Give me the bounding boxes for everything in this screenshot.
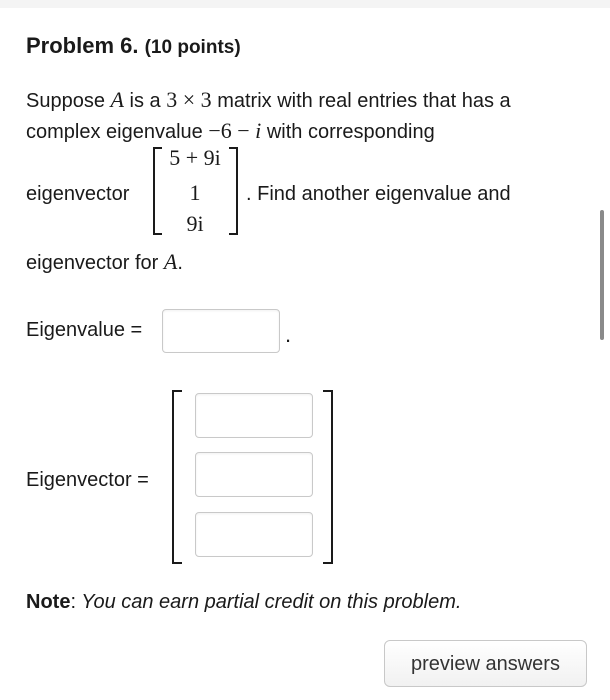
eigenvector-input-2[interactable]: [195, 452, 313, 497]
note-label: Note: [26, 591, 71, 613]
statement-line-4: [26, 250, 183, 275]
matrix-right-bracket: [229, 147, 238, 235]
statement-text: . Find another eigenvalue and: [246, 183, 511, 205]
eigenvalue-period: .: [285, 322, 292, 347]
statement-line-1: [26, 88, 511, 113]
statement-text: eigenvector: [26, 183, 130, 205]
scrollbar[interactable]: [600, 210, 604, 340]
statement-text: complex eigenvalue: [26, 121, 209, 143]
eigenvector-label: Eigenvector =: [26, 469, 149, 491]
given-eigenvalue: −6 − i: [208, 118, 262, 143]
note-colon: :: [70, 591, 77, 613]
problem-number: Problem 6.: [26, 33, 139, 58]
dimensions: 3 × 3: [166, 87, 212, 112]
matrix-symbol: A: [163, 249, 178, 274]
top-divider: [0, 0, 610, 8]
eigenvector-entry-3: 9i: [186, 211, 204, 236]
statement-text: .: [177, 252, 183, 274]
statement-line-3b: [246, 182, 511, 206]
eigenvector-entry-1: 5 + 9i: [169, 145, 221, 170]
statement-line-3a: [26, 182, 129, 206]
eigenvalue-input[interactable]: [162, 309, 280, 353]
preview-answers-button[interactable]: preview answers: [384, 640, 587, 687]
matrix-symbol: A: [110, 87, 124, 112]
statement-text: with corresponding: [261, 121, 435, 143]
statement-line-2: [26, 119, 435, 144]
problem-points: (10 points): [144, 37, 241, 58]
eigenvector-entry-2: 1: [189, 180, 201, 205]
problem-title: [26, 33, 241, 59]
eigenvector-input-3[interactable]: [195, 512, 313, 557]
answer-matrix-left-bracket: [172, 390, 182, 564]
partial-credit-note: [26, 591, 461, 614]
answer-matrix-right-bracket: [323, 390, 333, 564]
eigenvector-input-1[interactable]: [195, 393, 313, 438]
statement-text: Suppose: [26, 90, 111, 112]
statement-text: eigenvector for: [26, 252, 164, 274]
statement-text: matrix with real entries that has a: [211, 90, 511, 112]
statement-text: is a: [123, 90, 167, 112]
eigenvalue-label: Eigenvalue =: [26, 319, 143, 341]
note-text: You can earn partial credit on this problem.: [76, 591, 462, 613]
